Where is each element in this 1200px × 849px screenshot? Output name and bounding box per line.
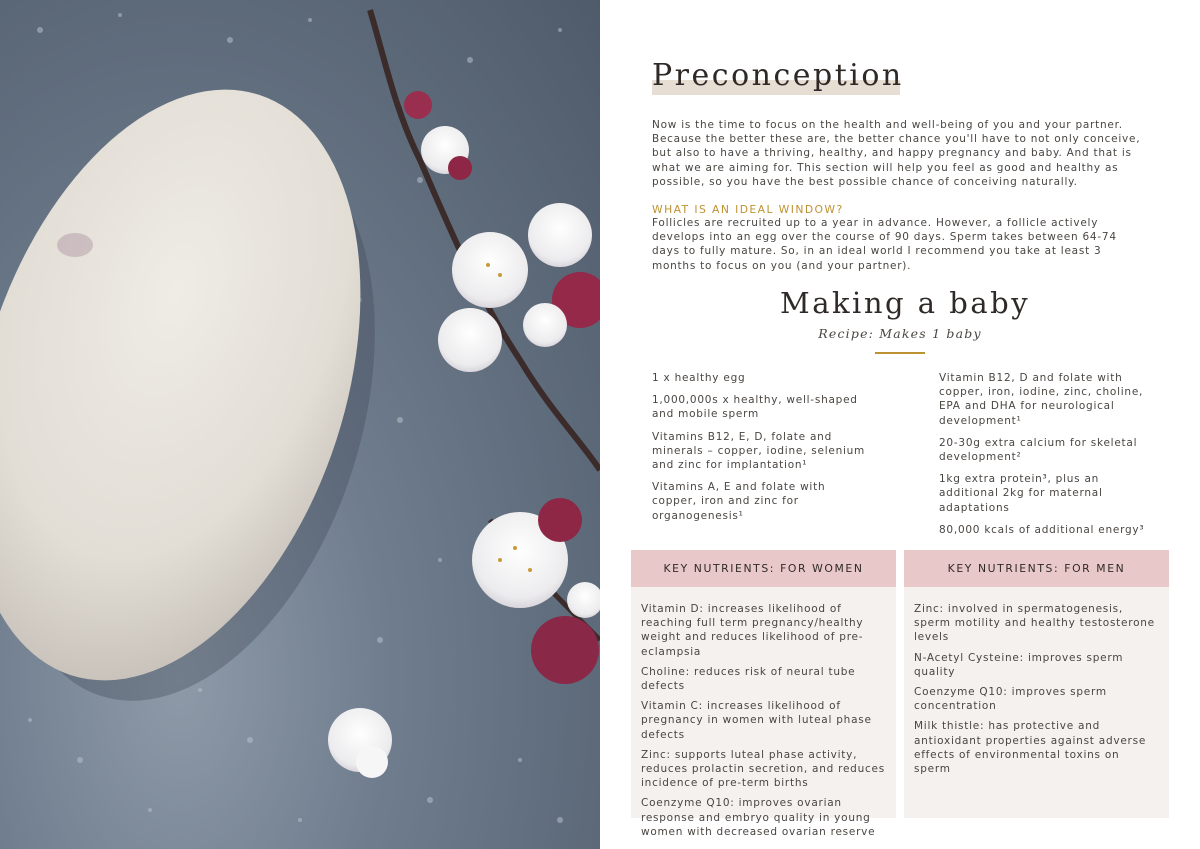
blossom-cluster [328, 91, 600, 778]
ingredient-item: Vitamin B12, D and folate with copper, iron, iodine, zinc, choline, EPA and DHA for neurological development¹ [939, 372, 1144, 427]
ingredient-list-right [939, 371, 1154, 545]
ingredient-item: 1,000,000s x healthy, well-shaped and mobile sperm [652, 394, 858, 421]
recipe-subtitle: Recipe: Makes 1 baby [818, 326, 982, 341]
nutrient-item: Coenzyme Q10: improves ovarian response and embryo quality in young women with decreased ovarian reserve [641, 797, 876, 838]
recipe-divider [875, 352, 925, 354]
nutrient-item: Zinc: supports luteal phase activity, reduces prolactin secretion, and reduces incidence of pre-term births [641, 748, 885, 790]
nutrients-women-list [631, 587, 896, 839]
ingredient-item: Vitamins B12, E, D, folate and minerals – copper, iodine, selenium and zinc for implantation¹ [652, 430, 866, 472]
ingredient-item: Vitamins A, E and folate with copper, iron and zinc for organogenesis¹ [652, 481, 826, 522]
nutrients-women-title: KEY NUTRIENTS: FOR WOMEN [631, 550, 896, 587]
nutrient-item: Zinc: involved in spermatogenesis, sperm motility and healthy testosterone levels [914, 603, 1155, 644]
nutrients-women-box [631, 550, 896, 838]
intro-paragraph: Now is the time to focus on the health and well-being of you and your partner. Because the better these are, the better chance you'll have to not only conceive, but also to have a thriving, healthy, and happy pregnancy and baby. And that is what we are aiming for. This section will help you feel as good and healthy as possible, so you have the best possible chance of conceiving naturally. [652, 119, 1141, 188]
nutrient-item: Vitamin C: increases likelihood of pregnancy in women with luteal phase defects [641, 700, 872, 741]
nutrients-men-title: KEY NUTRIENTS: FOR MEN [904, 550, 1169, 587]
nutrients-men-list [904, 587, 1169, 776]
article-page [600, 0, 1200, 849]
nutrient-item: Vitamin D: increases likelihood of reaching full term pregnancy/healthy weight and reduces likelihood of pre-eclampsia [641, 603, 864, 658]
page-title: Preconception [652, 58, 904, 93]
ingredient-item: 1kg extra protein³, plus an additional 2kg for maternal adaptations [939, 473, 1103, 514]
nutrient-item: Choline: reduces risk of neural tube defects [641, 665, 856, 693]
ingredient-item: 1 x healthy egg [652, 372, 746, 384]
ingredient-item: 20-30g extra calcium for skeletal development² [939, 436, 1138, 464]
ideal-window-paragraph: Follicles are recruited up to a year in advance. However, a follicle actively develops into an egg over the course of 90 days. Sperm takes between 64-74 days to fully mature. So, in an ideal world I recommend you take at least 3 months to focus on you (and your partner). [652, 217, 1117, 272]
nutrient-item: Milk thistle: has protective and antioxidant properties against adverse effects of environmental toxins on sperm [914, 720, 1147, 776]
nutrient-item: N-Acetyl Cysteine: improves sperm quality [914, 651, 1124, 678]
nutrients-men-box [904, 550, 1169, 818]
recipe-title: Making a baby [780, 286, 1031, 320]
ingredient-item: 80,000 kcals of additional energy³ [939, 523, 1145, 536]
ingredient-list-left [652, 371, 872, 531]
page-title-block [652, 58, 912, 102]
section-heading-ideal-window: WHAT IS AN IDEAL WINDOW? [652, 203, 844, 216]
nutrient-item: Coenzyme Q10: improves sperm concentration [914, 686, 1107, 713]
